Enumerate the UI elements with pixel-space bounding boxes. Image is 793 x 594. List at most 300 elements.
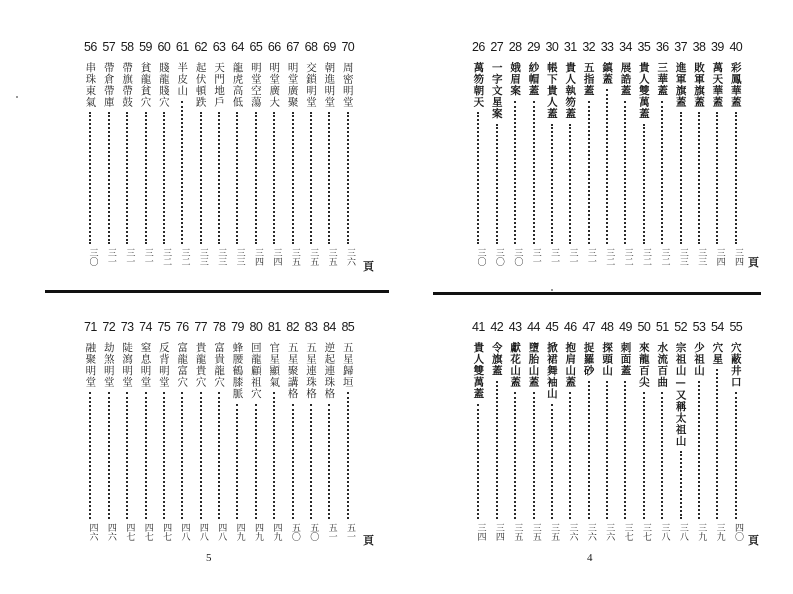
- entry-number: 81: [267, 320, 281, 334]
- leader-dots: [661, 392, 663, 519]
- leader-dots: [477, 404, 479, 519]
- entry-page-number: 四七: [124, 523, 135, 541]
- toc-entry: [708, 320, 726, 553]
- entry-page-number: 五〇: [308, 523, 319, 541]
- toc-entry: [524, 320, 542, 553]
- toc-entry: [690, 320, 708, 553]
- entry-number: 66: [267, 40, 281, 54]
- toc-entry: [616, 40, 634, 278]
- entry-number: 49: [619, 320, 632, 334]
- toc-entry: [118, 40, 136, 278]
- entry-title: 少祖山: [693, 342, 706, 377]
- entry-page-number: 三一: [124, 248, 135, 266]
- page-number-right: 4: [587, 552, 593, 564]
- entry-page-number: 五一: [326, 523, 337, 541]
- divider-rule-left: [45, 290, 389, 293]
- toc-entry: [598, 40, 616, 278]
- entry-title: 彩鳳華蓋: [729, 62, 742, 108]
- entry-title: 宗祖山—又稱太祖山: [674, 342, 687, 447]
- entry-number: 63: [212, 40, 226, 54]
- entry-title: 三華蓋: [656, 62, 669, 97]
- entry-title: 周密明堂: [341, 62, 354, 108]
- toc-entry: [543, 40, 561, 278]
- entry-title: 融聚明堂: [84, 342, 97, 388]
- entry-page-number: 四九: [234, 523, 245, 541]
- leader-dots: [735, 392, 737, 519]
- leader-dots: [236, 404, 238, 519]
- entry-number: 37: [674, 40, 687, 54]
- toc-entry: [690, 40, 708, 278]
- entry-title: 鎮蓋: [601, 62, 614, 85]
- divider-rule-right: [433, 292, 761, 295]
- toc-entry: [191, 320, 209, 553]
- leader-dots: [606, 89, 608, 244]
- entry-number: 40: [729, 40, 743, 54]
- leader-dots: [273, 112, 275, 244]
- leader-dots: [328, 112, 330, 244]
- toc-entry: [469, 320, 487, 553]
- entry-title: 抱肩山蓋: [564, 342, 577, 388]
- entry-title: 官星顯氣: [268, 342, 281, 388]
- entry-page-number: 三九: [696, 523, 707, 541]
- leader-dots: [643, 124, 645, 244]
- toc-entry: [283, 320, 301, 553]
- entry-page-number: 三五: [326, 248, 337, 266]
- leader-dots: [292, 404, 294, 519]
- leader-dots: [716, 112, 718, 244]
- entry-title: 龍虎高低: [231, 62, 244, 108]
- entry-page-number: 三九: [714, 523, 725, 541]
- toc-entry: [579, 320, 597, 553]
- entry-title: 明堂廣大: [268, 62, 281, 108]
- entry-title: 貴人雙萬蓋: [637, 62, 650, 120]
- leader-dots: [624, 101, 626, 244]
- toc-entry: [671, 40, 689, 278]
- leader-dots: [624, 381, 626, 519]
- leader-dots: [551, 404, 553, 519]
- entry-page-number: 三〇: [87, 248, 98, 266]
- toc-entry: [136, 40, 154, 278]
- entry-page-number: 三八: [659, 523, 670, 541]
- entry-title: 起伏頓跌: [194, 62, 207, 108]
- entry-page-number: 三二: [659, 248, 670, 266]
- entry-title: 穴蔽井口: [729, 342, 742, 388]
- entry-number: 83: [304, 320, 318, 334]
- toc-entry: [191, 40, 209, 278]
- toc-entry: [635, 40, 653, 278]
- entry-number: 79: [231, 320, 244, 334]
- entry-number: 59: [139, 40, 152, 54]
- toc-right-bottom: [469, 320, 745, 553]
- entry-title: 賤龍賤穴: [157, 62, 170, 108]
- entry-title: 萬笏朝天: [472, 62, 485, 108]
- toc-entry: [469, 40, 487, 278]
- toc-left-bottom: [81, 320, 357, 553]
- entry-number: 56: [83, 40, 97, 54]
- leader-dots: [569, 392, 571, 519]
- entry-number: 42: [490, 320, 504, 334]
- entry-page-number: 四八: [197, 523, 208, 541]
- entry-page-number: 四九: [271, 523, 282, 541]
- entry-title: 五指蓋: [582, 62, 595, 97]
- entry-number: 45: [545, 320, 559, 334]
- entry-number: 28: [508, 40, 522, 54]
- leader-dots: [218, 392, 220, 519]
- entry-number: 54: [711, 320, 724, 334]
- entry-number: 47: [582, 320, 596, 334]
- leader-dots: [347, 392, 349, 519]
- entry-number: 38: [692, 40, 706, 54]
- entry-page-number: 三四: [253, 248, 264, 266]
- leader-dots: [606, 381, 608, 519]
- entry-number: 36: [655, 40, 669, 54]
- toc-entry: [100, 40, 118, 278]
- entry-number: 69: [323, 40, 336, 54]
- toc-entry: [100, 320, 118, 553]
- toc-left-top: [81, 40, 357, 278]
- leader-dots: [89, 392, 91, 519]
- entry-page-number: 三一: [105, 248, 116, 266]
- entry-number: 48: [600, 320, 614, 334]
- entry-number: 52: [674, 320, 687, 334]
- entry-number: 74: [139, 320, 152, 334]
- toc-entry: [320, 40, 338, 278]
- entry-title: 反背明堂: [157, 342, 170, 388]
- entry-page-number: 三三: [696, 248, 707, 266]
- entry-page-number: 四〇: [733, 523, 743, 541]
- entry-title: 水流百曲: [656, 342, 669, 388]
- entry-number: 61: [175, 40, 189, 54]
- entry-number: 64: [231, 40, 244, 54]
- toc-entry: [210, 320, 228, 553]
- entry-title: 帳下貴人蓋: [545, 62, 558, 120]
- entry-number: 75: [157, 320, 171, 334]
- page-label-left-bottom: 頁: [363, 534, 374, 547]
- page-label-right-top: 頁: [748, 256, 759, 269]
- entry-number: 29: [527, 40, 540, 54]
- entry-number: 82: [286, 320, 299, 334]
- toc-entry: [524, 40, 542, 278]
- entry-page-number: 三五: [308, 248, 319, 266]
- entry-page-number: 三二: [161, 248, 172, 266]
- leader-dots: [735, 112, 737, 244]
- entry-title: 回龍顧祖穴: [249, 342, 262, 400]
- entry-number: 68: [304, 40, 318, 54]
- leader-dots: [588, 381, 590, 519]
- page-label-left-top: 頁: [363, 260, 374, 273]
- leader-dots: [145, 112, 147, 244]
- entry-number: 35: [637, 40, 651, 54]
- leader-dots: [514, 392, 516, 519]
- toc-entry: [616, 320, 634, 553]
- leader-dots: [163, 392, 165, 519]
- toc-entry: [727, 320, 745, 553]
- toc-entry: [283, 40, 301, 278]
- entry-page-number: 三〇: [512, 248, 523, 266]
- leader-dots: [533, 392, 535, 519]
- leader-dots: [273, 392, 275, 519]
- entry-title: 五星歸垣: [341, 342, 354, 388]
- entry-number: 71: [83, 320, 97, 334]
- leader-dots: [236, 112, 238, 244]
- entry-title: 朝進明堂: [323, 62, 336, 108]
- entry-number: 77: [194, 320, 208, 334]
- entry-page-number: 三三: [677, 248, 688, 266]
- entry-number: 58: [120, 40, 134, 54]
- entry-title: 探頭山: [601, 342, 614, 377]
- entry-page-number: 三六: [345, 248, 355, 266]
- entry-page-number: 三五: [530, 523, 541, 541]
- entry-title: 陡瀉明堂: [121, 342, 134, 388]
- entry-number: 76: [175, 320, 189, 334]
- entry-number: 70: [341, 40, 355, 54]
- entry-title: 窒息明堂: [139, 342, 152, 388]
- toc-entry: [339, 320, 357, 553]
- toc-entry: [81, 320, 99, 553]
- toc-entry: [708, 40, 726, 278]
- entry-number: 57: [102, 40, 116, 54]
- leader-dots: [145, 392, 147, 519]
- leader-dots: [698, 112, 700, 244]
- entry-title: 捉羅砂: [582, 342, 595, 377]
- toc-right-top: [469, 40, 745, 278]
- entry-page-number: 三五: [289, 248, 300, 266]
- entry-number: 27: [490, 40, 504, 54]
- toc-entry: [320, 320, 338, 553]
- leader-dots: [533, 101, 535, 244]
- entry-title: 來龍百尖: [637, 342, 650, 388]
- entry-number: 31: [563, 40, 577, 54]
- entry-title: 娥眉案: [509, 62, 522, 97]
- entry-title: 帶旗帶鼓: [121, 62, 134, 108]
- toc-entry: [653, 320, 671, 553]
- entry-page-number: 三七: [641, 523, 652, 541]
- entry-page-number: 三一: [142, 248, 153, 266]
- entry-title: 貴龍貴穴: [194, 342, 207, 388]
- entry-title: 刺面蓋: [619, 342, 632, 377]
- entry-number: 32: [582, 40, 596, 54]
- entry-title: 獻花山蓋: [509, 342, 522, 388]
- toc-entry: [561, 320, 579, 553]
- leader-dots: [218, 112, 220, 244]
- toc-entry: [173, 320, 191, 553]
- toc-entry: [136, 320, 154, 553]
- toc-entry: [635, 320, 653, 553]
- toc-entry: [727, 40, 745, 278]
- entry-number: 80: [249, 320, 263, 334]
- leader-dots: [477, 112, 479, 244]
- entry-title: 蜂腰鶴膝脈: [231, 342, 244, 400]
- entry-page-number: 三六: [585, 523, 596, 541]
- entry-title: 半皮山: [176, 62, 189, 97]
- entry-page-number: 四七: [161, 523, 172, 541]
- entry-number: 33: [600, 40, 614, 54]
- page-number-left: 5: [206, 552, 212, 564]
- entry-title: 明堂空蕩: [249, 62, 262, 108]
- toc-entry: [247, 40, 265, 278]
- toc-entry: [228, 320, 246, 553]
- toc-entry: [506, 320, 524, 553]
- entry-page-number: 三六: [567, 523, 578, 541]
- leader-dots: [181, 101, 183, 244]
- entry-title: 進軍旗蓋: [674, 62, 687, 108]
- entry-number: 65: [249, 40, 263, 54]
- entry-page-number: 三三: [197, 248, 208, 266]
- entry-title: 敗軍旗蓋: [693, 62, 706, 108]
- entry-number: 55: [729, 320, 743, 334]
- leader-dots: [588, 101, 590, 244]
- leader-dots: [328, 404, 330, 519]
- leader-dots: [126, 112, 128, 244]
- toc-entry: [598, 320, 616, 553]
- entry-title: 令旗蓋: [490, 342, 503, 377]
- entry-number: 30: [545, 40, 559, 54]
- entry-page-number: 三一: [530, 248, 541, 266]
- entry-page-number: 四七: [142, 523, 153, 541]
- entry-page-number: 三二: [641, 248, 652, 266]
- leader-dots: [255, 112, 257, 244]
- entry-page-number: 三四: [714, 248, 725, 266]
- entry-title: 劫煞明堂: [102, 342, 115, 388]
- entry-page-number: 三二: [622, 248, 633, 266]
- scan-speck: [16, 96, 18, 98]
- entry-title: 五星聚講格: [286, 342, 299, 400]
- entry-number: 43: [508, 320, 522, 334]
- toc-entry: [155, 320, 173, 553]
- toc-entry: [81, 40, 99, 278]
- entry-title: 穴星: [711, 342, 724, 365]
- entry-title: 富貴龍穴: [213, 342, 226, 388]
- entry-title: 萬天華蓋: [711, 62, 724, 108]
- entry-title: 掀裙舞袖山: [545, 342, 558, 400]
- toc-entry: [265, 40, 283, 278]
- leader-dots: [496, 124, 498, 244]
- entry-number: 67: [286, 40, 299, 54]
- leader-dots: [108, 112, 110, 244]
- toc-entry: [488, 320, 506, 553]
- entry-number: 46: [563, 320, 577, 334]
- leader-dots: [716, 369, 718, 519]
- leader-dots: [551, 124, 553, 244]
- leader-dots: [661, 101, 663, 244]
- entry-page-number: 三二: [604, 248, 615, 266]
- entry-page-number: 三四: [271, 248, 282, 266]
- entry-number: 78: [212, 320, 226, 334]
- entry-number: 39: [711, 40, 724, 54]
- entry-page-number: 四六: [105, 523, 116, 541]
- leader-dots: [680, 112, 682, 244]
- entry-title: 天門地戶: [213, 62, 226, 108]
- entry-number: 73: [120, 320, 134, 334]
- leader-dots: [310, 404, 312, 519]
- entry-title: 一字文星案: [490, 62, 503, 120]
- entry-title: 逆起連珠格: [323, 342, 336, 400]
- entry-title: 富龍富穴: [176, 342, 189, 388]
- entry-title: 貧龍貧穴: [139, 62, 152, 108]
- toc-entry: [210, 40, 228, 278]
- entry-title: 展誥蓋: [619, 62, 632, 97]
- entry-number: 85: [341, 320, 355, 334]
- toc-entry: [155, 40, 173, 278]
- toc-entry: [247, 320, 265, 553]
- entry-page-number: 三〇: [493, 248, 504, 266]
- toc-entry: [339, 40, 357, 278]
- entry-page-number: 三一: [585, 248, 596, 266]
- entry-title: 明堂廣聚: [286, 62, 299, 108]
- entry-page-number: 三三: [216, 248, 227, 266]
- entry-number: 34: [619, 40, 632, 54]
- toc-entry: [265, 320, 283, 553]
- leader-dots: [89, 112, 91, 244]
- leader-dots: [200, 112, 202, 244]
- entry-number: 62: [194, 40, 208, 54]
- leader-dots: [569, 124, 571, 244]
- toc-entry: [228, 40, 246, 278]
- scan-speck: [551, 289, 553, 291]
- entry-page-number: 四六: [87, 523, 98, 541]
- entry-number: 44: [527, 320, 540, 334]
- leader-dots: [126, 392, 128, 519]
- entry-page-number: 三一: [549, 248, 560, 266]
- entry-page-number: 三八: [677, 523, 688, 541]
- toc-entry: [302, 40, 320, 278]
- entry-page-number: 四八: [216, 523, 227, 541]
- entry-number: 41: [471, 320, 485, 334]
- leader-dots: [514, 101, 516, 244]
- leader-dots: [347, 112, 349, 244]
- toc-entry: [579, 40, 597, 278]
- entry-page-number: 三七: [622, 523, 633, 541]
- toc-entry: [118, 320, 136, 553]
- toc-entry: [173, 40, 191, 278]
- entry-page-number: 四九: [253, 523, 264, 541]
- entry-title: 交鎖明堂: [305, 62, 318, 108]
- leader-dots: [200, 392, 202, 519]
- entry-title: 五星連珠格: [305, 342, 318, 400]
- entry-number: 60: [157, 40, 171, 54]
- page-label-right-bottom: 頁: [748, 534, 759, 547]
- leader-dots: [698, 381, 700, 519]
- entry-title: 串珠東氣: [84, 62, 97, 108]
- entry-page-number: 三一: [567, 248, 578, 266]
- entry-number: 84: [323, 320, 336, 334]
- leader-dots: [181, 392, 183, 519]
- entry-number: 53: [692, 320, 706, 334]
- toc-entry: [653, 40, 671, 278]
- entry-title: 貴人雙萬蓋: [472, 342, 485, 400]
- entry-page-number: 三五: [512, 523, 523, 541]
- entry-page-number: 三二: [179, 248, 190, 266]
- toc-entry: [302, 320, 320, 553]
- entry-number: 26: [471, 40, 485, 54]
- toc-entry: [561, 40, 579, 278]
- toc-entry: [488, 40, 506, 278]
- leader-dots: [496, 381, 498, 519]
- entry-page-number: 五〇: [289, 523, 300, 541]
- entry-number: 51: [655, 320, 669, 334]
- leader-dots: [680, 451, 682, 519]
- toc-entry: [671, 320, 689, 553]
- toc-entry: [543, 320, 561, 553]
- entry-page-number: 三〇: [475, 248, 486, 266]
- leader-dots: [255, 404, 257, 519]
- entry-title: 貴人執笏蓋: [564, 62, 577, 120]
- entry-page-number: 三四: [493, 523, 504, 541]
- entry-title: 帶倉帶庫: [102, 62, 115, 108]
- entry-page-number: 三四: [733, 248, 743, 266]
- leader-dots: [108, 392, 110, 519]
- entry-number: 50: [637, 320, 651, 334]
